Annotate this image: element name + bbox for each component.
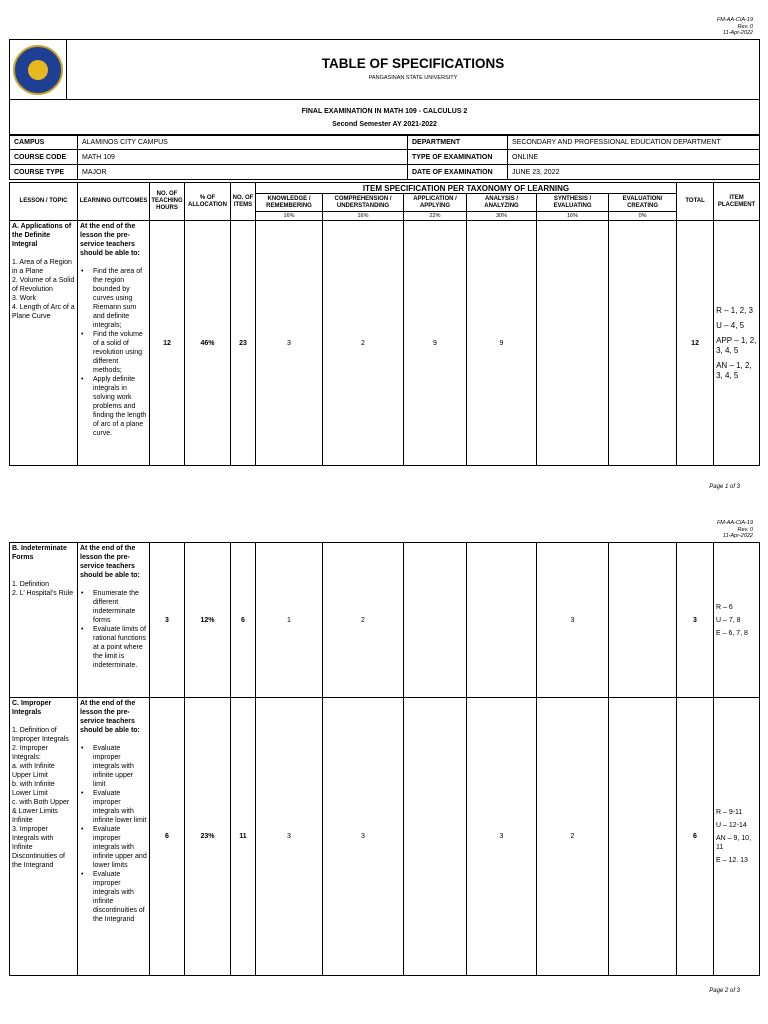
course-type-value: MAJOR [78, 165, 408, 180]
department-value: SECONDARY AND PROFESSIONAL EDUCATION DEPARTMENT [508, 135, 760, 150]
course-code-label: COURSE CODE [10, 150, 78, 165]
evaluation-value [609, 543, 677, 698]
logo-cell [10, 40, 67, 100]
form-revision: Rev. 0 [737, 526, 753, 533]
synthesis-value: 3 [537, 543, 609, 698]
application-value [404, 698, 467, 976]
placement-cell [714, 221, 760, 466]
col-allocation: % OF ALLOCATION [185, 183, 231, 221]
placement-entry: U – 4, 5 [716, 320, 745, 330]
form-code: FM-AA-CIA-19 [716, 520, 753, 526]
specification-table [9, 182, 760, 466]
placement-entry: R – 6 [716, 603, 733, 611]
page-number: Page 1 of 3 [709, 484, 740, 490]
form-date: 11-Apr-2022 [722, 533, 753, 539]
outcome-item: • Evaluate improper integrals with infinite discontinuities of the Integrand [80, 870, 147, 924]
table-row [10, 543, 760, 698]
outcome-item: • Enumerate the different indeterminate forms [80, 589, 147, 625]
hours-value: 3 [150, 543, 185, 698]
col-evaluation: EVALUATION/ CREATING [609, 194, 677, 212]
course-type-label: COURSE TYPE [10, 165, 78, 180]
col-total: TOTAL [677, 183, 714, 221]
hours-value: 12 [150, 221, 185, 466]
lesson-topic: 2. L’ Hospital’s Rule [12, 590, 74, 597]
allocation-value: 23% [185, 698, 231, 976]
outcome-item: • Evaluate limits of rational functions at a point where the limit is indeterminate. [80, 625, 147, 670]
placement-entry: R – 1, 2, 3 [716, 305, 753, 315]
header-table [9, 39, 760, 136]
form-revision: Rev. 0 [737, 23, 753, 30]
placement-entry: AN – 9, 10, 11 [716, 835, 752, 851]
evaluation-value [609, 221, 677, 466]
outcome-item: • Find the volume of a solid of revolution using different methods; [80, 330, 147, 375]
synthesis-value [537, 221, 609, 466]
lesson-title: C. Improper Integrals [12, 700, 52, 716]
placement-entry: E – 6, 7, 8 [716, 629, 748, 637]
placement-entry: R – 9-11 [716, 809, 743, 816]
lesson-title: A. Applications of the Definite Integral [12, 223, 72, 248]
form-date: 11-Apr-2022 [722, 30, 753, 36]
table-row [10, 698, 760, 976]
exam-date-value: JUNE 23, 2022 [508, 165, 760, 180]
application-value [404, 543, 467, 698]
pct-application: 22% [404, 212, 467, 221]
outcomes-cell [78, 698, 150, 976]
semester: Second Semester AY 2021-2022 [332, 120, 437, 128]
knowledge-value: 3 [256, 221, 323, 466]
application-value: 9 [404, 221, 467, 466]
outcome-item: • Evaluate improper integrals with infinite lower limit [80, 789, 147, 825]
allocation-value: 12% [185, 543, 231, 698]
col-synthesis: SYNTHESIS / EVALUATING [537, 194, 609, 212]
analysis-value: 3 [467, 698, 537, 976]
synthesis-value: 2 [537, 698, 609, 976]
pct-comprehension: 16% [323, 212, 404, 221]
outcome-item: • Find the area of the region bounded by curves using Riemann sum and definite integrals; [80, 267, 147, 330]
pct-analysis: 30% [467, 212, 537, 221]
lesson-topic: 4. Length of Arc of a Plane Curve [12, 304, 75, 320]
form-code: FM-AA-CIA-19 [716, 17, 753, 23]
lesson-topic: 1. Definition [12, 581, 49, 588]
lesson-topic: 3. Improper Integrals with Infinite Discontinuities of the Integrand [12, 826, 65, 869]
outcomes-cell [78, 543, 150, 698]
col-knowledge: KNOWLEDGE / REMEMBERING [256, 194, 323, 212]
specification-table-continued [9, 542, 760, 976]
col-item-placement: ITEM PLACEMENT [714, 183, 760, 221]
col-comprehension: COMPREHENSION / UNDERSTANDING [323, 194, 404, 212]
items-value: 11 [231, 698, 256, 976]
placement-entry: U – 12-14 [716, 822, 747, 829]
items-value: 6 [231, 543, 256, 698]
lesson-cell [10, 543, 78, 698]
lesson-topic: 1. Definition of Improper Integrals [12, 727, 69, 743]
exam-date-label: DATE OF EXAMINATION [408, 165, 508, 180]
pct-knowledge: 16% [256, 212, 323, 221]
evaluation-value [609, 698, 677, 976]
col-no-of-items: NO. OF ITEMS [231, 183, 256, 221]
analysis-value [467, 543, 537, 698]
department-label: DEPARTMENT [408, 135, 508, 150]
knowledge-value: 1 [256, 543, 323, 698]
comprehension-value: 2 [323, 221, 404, 466]
comprehension-value: 2 [323, 543, 404, 698]
outcome-item: • Evaluate improper integrals with infinite upper and lower limits [80, 825, 147, 870]
exam-type-value: ONLINE [508, 150, 760, 165]
outcome-item: • Apply definite integrals in solving work problems and finding the length of arc of a plane curve. [80, 375, 147, 438]
page-title: TABLE OF SPECIFICATIONS [321, 56, 505, 71]
campus-value: ALAMINOS CITY CAMPUS [78, 135, 408, 150]
lesson-topic: 2. Improper Integrals: [12, 745, 48, 761]
col-application: APPLICATION / APPLYING [404, 194, 467, 212]
lesson-topic: 1. Area of a Region in a Plane [12, 259, 72, 275]
title-cell [67, 40, 760, 100]
col-learning-outcomes: LEARNING OUTCOMES [78, 183, 150, 221]
lesson-cell [10, 698, 78, 976]
form-control-block [717, 17, 753, 37]
analysis-value: 9 [467, 221, 537, 466]
table-row [10, 221, 760, 466]
comprehension-value: 3 [323, 698, 404, 976]
placement-entry: APP – 1, 2, 3, 4, 5 [716, 335, 757, 355]
col-teaching-hours: NO. OF TEACHING HOURS [150, 183, 185, 221]
lesson-topic: 2. Volume of a Solid of Revolution [12, 277, 75, 293]
placement-entry: AN – 1, 2, 3, 4, 5 [716, 360, 752, 380]
lesson-topic: 3. Work [12, 295, 36, 302]
total-value: 12 [677, 221, 714, 466]
outcomes-intro: At the end of the lesson the pre-service teachers should be able to: [80, 545, 140, 579]
items-value: 23 [231, 221, 256, 466]
placement-entry: E – 12. 13 [716, 857, 748, 864]
university-seal-icon [13, 45, 63, 95]
lesson-topic: a. with Infinite Upper Limit [12, 763, 55, 779]
university-name: PANGASINAN STATE UNIVERSITY [368, 75, 458, 81]
col-lesson-topic: LESSON / TOPIC [10, 183, 78, 221]
outcomes-intro: At the end of the lesson the pre-service teachers should be able to: [80, 700, 140, 734]
outcomes-cell [78, 221, 150, 466]
form-control-block [717, 520, 753, 540]
lesson-cell [10, 221, 78, 466]
col-analysis: ANALYSIS / ANALYZING [467, 194, 537, 212]
allocation-value: 46% [185, 221, 231, 466]
placement-cell [714, 543, 760, 698]
pct-synthesis: 16% [537, 212, 609, 221]
total-value: 6 [677, 698, 714, 976]
hours-value: 6 [150, 698, 185, 976]
exam-title: FINAL EXAMINATION IN MATH 109 - CALCULUS 2 [301, 107, 468, 115]
lesson-topic: c. with Both Upper & Lower Limits Infinite [12, 799, 70, 824]
placement-entry: U – 7, 8 [716, 616, 741, 624]
pct-evaluation: 0% [609, 212, 677, 221]
placement-cell [714, 698, 760, 976]
knowledge-value: 3 [256, 698, 323, 976]
outcome-item: • Evaluate improper integrals with infinite upper limit [80, 744, 147, 789]
col-taxonomy-heading: ITEM SPECIFICATION PER TAXONOMY OF LEARNING [256, 183, 677, 194]
course-code-value: MATH 109 [78, 150, 408, 165]
lesson-topic: b. with Infinite Lower Limit [12, 781, 55, 797]
course-info-table [9, 134, 760, 180]
outcomes-intro: At the end of the lesson the pre-service teachers should be able to: [80, 223, 140, 257]
exam-title-cell [10, 100, 760, 136]
lesson-title: B. Indeterminate Forms [12, 545, 67, 561]
exam-type-label: TYPE OF EXAMINATION [408, 150, 508, 165]
page-number: Page 2 of 3 [709, 988, 740, 994]
campus-label: CAMPUS [10, 135, 78, 150]
total-value: 3 [677, 543, 714, 698]
